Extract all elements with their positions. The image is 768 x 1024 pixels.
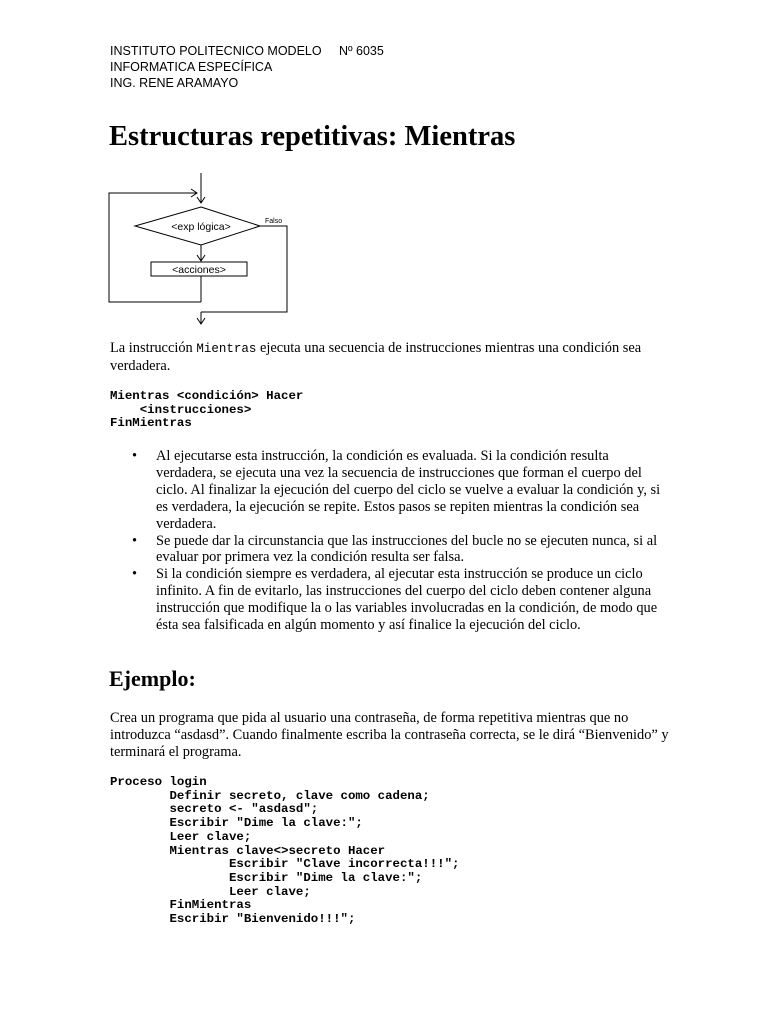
list-item xyxy=(110,566,670,634)
bullet-list xyxy=(110,448,670,634)
list-item-text: Se puede dar la circunstancia que las instrucciones del bucle no se ejecuten nunca, si al evaluar por primera vez la condición resulta ser falsa. xyxy=(156,532,658,566)
diagram-false-label: Falso xyxy=(265,218,283,225)
header-subject: INFORMATICA ESPECÍFICA xyxy=(110,60,273,74)
flowchart-diagram xyxy=(105,173,305,333)
list-item xyxy=(110,448,670,533)
intro-text-end: ejecuta una secuencia de instrucciones mientras una condición sea verdadera. xyxy=(110,340,642,375)
diagram-condition-label: <exp lógica> xyxy=(171,221,231,233)
bullet-icon: • xyxy=(132,448,138,464)
example-heading: Ejemplo: xyxy=(109,666,196,691)
intro-paragraph xyxy=(110,340,670,375)
diagram-actions-label: <acciones> xyxy=(172,264,226,276)
list-item-text: Si la condición siempre es verdadera, al ejecutar esta instrucción se produce un ciclo infinito. A fin de evitarlo, las instrucciones del cuerpo del ciclo deben contener alguna instrucción que modifique la o las variables involucradas en la condición, de modo que ésta sea falsificada en algún momento y así finalice la ejecución del ciclo. xyxy=(156,566,658,634)
page-title: Estructuras repetitivas: Mientras xyxy=(109,121,516,152)
bullet-icon: • xyxy=(132,532,138,549)
intro-keyword: Mientras xyxy=(196,342,257,356)
list-item xyxy=(110,533,670,567)
syntax-code-block: Mientras <condición> Hacer <instrucciones> FinMientras xyxy=(110,389,304,431)
example-code-block: Proceso login Definir secreto, clave como cadena; secreto <- "asdasd"; Escribir "Dime la clave:"; Leer clave; Mientras clave<>secreto Hacer Escribir "Clave incorrecta!!!"; Escribir "Dime la clave:"; Leer clave; FinMientras Escribir "Bienvenido!!!"; xyxy=(110,775,460,927)
header-teacher: ING. RENE ARAMAYO xyxy=(110,76,239,90)
bullet-icon: • xyxy=(132,566,138,583)
example-paragraph: Crea un programa que pida al usuario una contraseña, de forma repetitiva mientras que no introduzca “asdasd”. Cuando finalmente escriba la contraseña correcta, se le dirá “Bienvenido” y terminará el programa. xyxy=(110,710,669,761)
header-institution: INSTITUTO POLITECNICO MODELO Nº 6035 xyxy=(110,44,384,58)
intro-text-start: La instrucción xyxy=(110,340,197,356)
list-item-text: Al ejecutarse esta instrucción, la condición es evaluada. Si la condición resulta verdadera, se ejecuta una vez la secuencia de instrucciones que forman el cuerpo del ciclo. Al finalizar la ejecución del cuerpo del ciclo se vuelve a evaluar la condición y, si es verdadera, la ejecución se repite. Estos pasos se repiten mientras la condición sea verdadera. xyxy=(156,448,661,532)
